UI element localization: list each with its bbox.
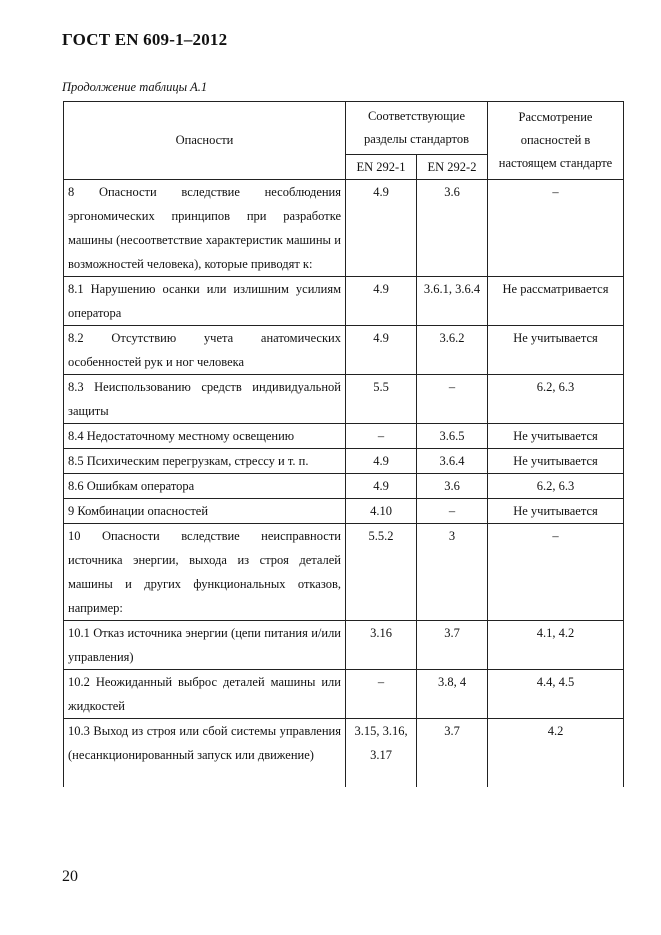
consideration-cell: 4.2 bbox=[488, 719, 624, 788]
consideration-cell: – bbox=[488, 180, 624, 277]
en2-cell: 3.6.2 bbox=[417, 326, 488, 375]
consideration-cell: Не учитывается bbox=[488, 499, 624, 524]
hazard-cell: 10.3 Выход из строя или сбой системы управления (несанкционированный запуск или движение) bbox=[64, 719, 346, 788]
standard-title: ГОСТ EN 609-1–2012 bbox=[62, 30, 228, 49]
consideration-cell: Не учитывается bbox=[488, 326, 624, 375]
table-row bbox=[64, 621, 624, 670]
header-en-292-1: EN 292-1 bbox=[346, 155, 417, 180]
header-en-292-2: EN 292-2 bbox=[417, 155, 488, 180]
table-row bbox=[64, 499, 624, 524]
en1-cell: 4.9 bbox=[346, 326, 417, 375]
hazard-cell: 10 Опасности вследствие неисправности источника энергии, выхода из строя деталей машины и других функциональных отказов, например: bbox=[64, 524, 346, 621]
consideration-cell: 6.2, 6.3 bbox=[488, 474, 624, 499]
en1-cell: 4.10 bbox=[346, 499, 417, 524]
en2-cell: 3 bbox=[417, 524, 488, 621]
hazard-cell: 9 Комбинации опасностей bbox=[64, 499, 346, 524]
hazard-cell: 8.4 Недостаточному местному освещению bbox=[64, 424, 346, 449]
page-number: 20 bbox=[62, 868, 78, 885]
header-consideration: Рассмотрение опасностей в настоящем стандарте bbox=[488, 102, 624, 180]
table-row bbox=[64, 524, 624, 621]
hazard-cell: 8.1 Нарушению осанки или излишним усилиям оператора bbox=[64, 277, 346, 326]
table-row bbox=[64, 719, 624, 788]
en2-cell: – bbox=[417, 375, 488, 424]
consideration-cell: Не учитывается bbox=[488, 424, 624, 449]
en2-cell: 3.6 bbox=[417, 180, 488, 277]
en1-cell: 5.5 bbox=[346, 375, 417, 424]
table-row bbox=[64, 474, 624, 499]
en1-cell: 3.15, 3.16, 3.17 bbox=[346, 719, 417, 788]
consideration-cell: Не учитывается bbox=[488, 449, 624, 474]
table-header-row bbox=[64, 102, 624, 155]
hazard-cell: 10.1 Отказ источника энергии (цепи питания и/или управления) bbox=[64, 621, 346, 670]
hazards-table bbox=[63, 101, 624, 787]
en1-cell: 3.16 bbox=[346, 621, 417, 670]
hazard-cell: 8.6 Ошибкам оператора bbox=[64, 474, 346, 499]
consideration-cell: 4.4, 4.5 bbox=[488, 670, 624, 719]
table-row bbox=[64, 424, 624, 449]
en2-cell: 3.6.5 bbox=[417, 424, 488, 449]
hazard-cell: 10.2 Неожиданный выброс деталей машины или жидкостей bbox=[64, 670, 346, 719]
consideration-cell: – bbox=[488, 524, 624, 621]
hazard-cell: 8.3 Неиспользованию средств индивидуальной защиты bbox=[64, 375, 346, 424]
hazard-cell: 8.5 Психическим перегрузкам, стрессу и т. п. bbox=[64, 449, 346, 474]
hazard-cell: 8.2 Отсутствию учета анатомических особенностей рук и ног человека bbox=[64, 326, 346, 375]
en2-cell: 3.6 bbox=[417, 474, 488, 499]
en2-cell: 3.7 bbox=[417, 719, 488, 788]
consideration-cell: 6.2, 6.3 bbox=[488, 375, 624, 424]
en1-cell: – bbox=[346, 670, 417, 719]
en2-cell: 3.6.1, 3.6.4 bbox=[417, 277, 488, 326]
en2-cell: 3.8, 4 bbox=[417, 670, 488, 719]
table-row bbox=[64, 277, 624, 326]
consideration-cell: Не рассматривается bbox=[488, 277, 624, 326]
en2-cell: – bbox=[417, 499, 488, 524]
table-row bbox=[64, 375, 624, 424]
table-row bbox=[64, 180, 624, 277]
en1-cell: – bbox=[346, 424, 417, 449]
en1-cell: 5.5.2 bbox=[346, 524, 417, 621]
table-row bbox=[64, 670, 624, 719]
table-caption: Продолжение таблицы А.1 bbox=[62, 80, 208, 94]
en2-cell: 3.6.4 bbox=[417, 449, 488, 474]
consideration-cell: 4.1, 4.2 bbox=[488, 621, 624, 670]
header-sections: Соответствующие разделы стандартов bbox=[346, 102, 488, 155]
en1-cell: 4.9 bbox=[346, 474, 417, 499]
en1-cell: 4.9 bbox=[346, 277, 417, 326]
en1-cell: 4.9 bbox=[346, 180, 417, 277]
header-hazards: Опасности bbox=[64, 102, 346, 180]
en1-cell: 4.9 bbox=[346, 449, 417, 474]
en2-cell: 3.7 bbox=[417, 621, 488, 670]
table-row bbox=[64, 449, 624, 474]
table-row bbox=[64, 326, 624, 375]
hazard-cell: 8 Опасности вследствие несоблюдения эргономических принципов при разработке машины (несоответствие характеристик машины и возможностей человека), которые приводят к: bbox=[64, 180, 346, 277]
